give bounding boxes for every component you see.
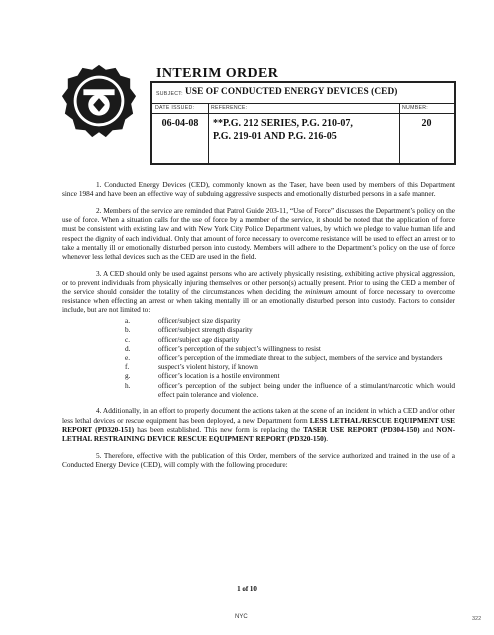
form-name-pd320-150: NON-LETHAL RESTRAINING DEVICE RESCUE EQUIPMENT REPORT (PD320-150)	[62, 424, 456, 444]
order-header-box	[150, 81, 456, 165]
list-item: f. suspect’s violent history, if known	[125, 362, 258, 372]
paragraph-3: 3. A CED should only be used against persons who are actively physically resisting, exhibiting active physical aggression, or to prevent individuals from physically injuring themselves or other person(s) actually present. Prior to using the CED a member of the service should consider the totality of the circumstances when deciding the minimum amount of force necessary to overcome resistance when effecting an arrest or when taking mentally ill or an emotionally disturbed person into custody. Factors to consider include, but are not limited to:	[62, 268, 455, 315]
form-name-pd304-150: TASER USE REPORT (PD304-150)	[303, 424, 420, 434]
date-issued-label: DATE ISSUED:	[155, 105, 195, 111]
list-item: e. officer’s perception of the immediate threat to the subject, members of the service and bystanders	[125, 352, 443, 362]
order-number-value: 20	[421, 118, 432, 129]
corner-mark: 322	[472, 616, 482, 622]
paragraph-2: 2. Members of the service are reminded that Patrol Guide 203-11, “Use of Force” discusses the Department’s policy on the use of force. When a situation calls for the use of force by a member of the service, it should be noted that the application of force must be consistent with existing law and with New York City Police Department values, by which we pledge to value human life and respect the dignity of each individual. Only that amount of force necessary to overcome resistance will be used to effect an arrest or to take a mentally ill or emotionally disturbed person into custody. Members will adhere to the Department’s policy on the use of force whenever less lethal devices such as the CED are used in the field.	[62, 205, 455, 261]
footer-mark: NYC	[235, 614, 248, 620]
police-department-badge	[60, 62, 138, 140]
number-label: NUMBER:	[402, 105, 429, 111]
list-item: h. officer’s perception of the subject being under the influence of a stimulant/narcotic which would effect pain tolerance and violence.	[125, 380, 455, 399]
order-type-title: INTERIM ORDER	[156, 66, 279, 81]
reference-line-1: **P.G. 212 SERIES, P.G. 210-07,	[213, 118, 353, 129]
reference-line-2: P.G. 219-01 AND P.G. 216-05	[213, 130, 337, 142]
subject-label: SUBJECT:	[156, 91, 183, 97]
subject-value: USE OF CONDUCTED ENERGY DEVICES (CED)	[185, 87, 398, 97]
emphasis-minimum: minimum	[305, 287, 333, 297]
list-item: a. officer/subject size disparity	[125, 316, 241, 326]
list-item: c. officer/subject age disparity	[125, 334, 240, 344]
date-issued-value: 06-04-08	[161, 118, 199, 129]
list-item: d. officer’s perception of the subject’s willingness to resist	[125, 343, 321, 353]
paragraph-1: 1. Conducted Energy Devices (CED), commonly known as the Taser, have been used by members of this Department since 1984 and have been an effective way of subduing aggressive suspects and emotionally disturbed persons in a safe manner.	[62, 180, 455, 199]
reference-value	[213, 118, 353, 143]
list-item: g. officer’s location is a hostile environment	[125, 371, 280, 381]
form-name-pd320-151: LESS LETHAL/RESCUE EQUIPMENT USE REPORT (PD320-151)	[62, 415, 455, 434]
order-body	[62, 180, 455, 477]
page-number: 1 of 10	[237, 585, 257, 593]
factors-list	[62, 316, 455, 399]
subject-row	[152, 83, 454, 104]
list-item: b. officer/subject strength disparity	[125, 325, 253, 335]
values-row	[152, 113, 454, 163]
reference-label: REFERENCE:	[211, 105, 248, 111]
paragraph-5: 5. Therefore, effective with the publication of this Order, members of the service authorized and trained in the use of a Conducted Energy Device (CED), will comply with the following procedure:	[62, 450, 455, 469]
paragraph-4: 4. Additionally, in an effort to properly document the actions taken at the scene of an incident in which a CED and/or other less lethal devices or rescue equipment has been deployed, a new Department form LESS LETHAL/RESCUE EQUIPMENT USE REPORT (PD320-151) has been established. This new form is replacing the TASER USE REPORT (PD304-150) and NON-LETHAL RESTRAINING DEVICE RESCUE EQUIPMENT REPORT (PD320-150).	[62, 406, 456, 444]
